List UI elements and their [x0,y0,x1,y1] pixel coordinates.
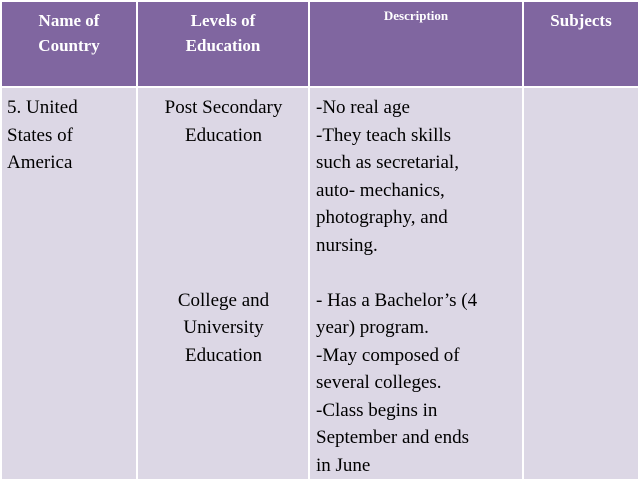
description-line: year) program. [316,317,429,338]
country-line: States of [7,124,73,146]
description-line: auto- mechanics, [316,179,445,201]
header-country-line2: Country [38,36,100,55]
description-line: nursing. [316,234,378,256]
description-line: such as secretarial, [316,152,459,173]
description-line: -They teach skills [316,124,452,146]
header-row [1,1,638,87]
subjects-cell [523,87,638,480]
description-cell [309,87,523,480]
header-description: Description [309,1,523,87]
description-line: - Has a Bachelor’s (4 [316,289,478,311]
description-line: photography, and [316,207,448,228]
header-country-line1: Name of [38,11,100,30]
description-line: September and ends [316,427,470,448]
description-line: in June [316,454,371,476]
header-levels-line1: Levels of [190,11,256,30]
description-line: -May composed of [316,344,460,366]
levels-cell [137,87,309,480]
description-line: -No real age [316,97,410,118]
table-row [1,87,638,480]
level-post-secondary-line: Post Secondary [164,97,283,118]
level-college-line: Education [184,344,263,366]
header-country [1,1,137,87]
country-line: America [7,152,73,173]
description-line: several colleges. [316,372,442,393]
header-levels [137,1,309,87]
country-cell [1,87,137,480]
level-college-line: University [183,317,264,338]
header-levels-line2: Education [185,36,261,55]
description-line: -Class begins in [316,399,438,421]
level-college-line: College and [177,289,270,311]
level-post-secondary-line: Education [184,124,263,146]
country-line: 5. United [7,97,78,118]
header-subjects: Subjects [523,1,638,87]
